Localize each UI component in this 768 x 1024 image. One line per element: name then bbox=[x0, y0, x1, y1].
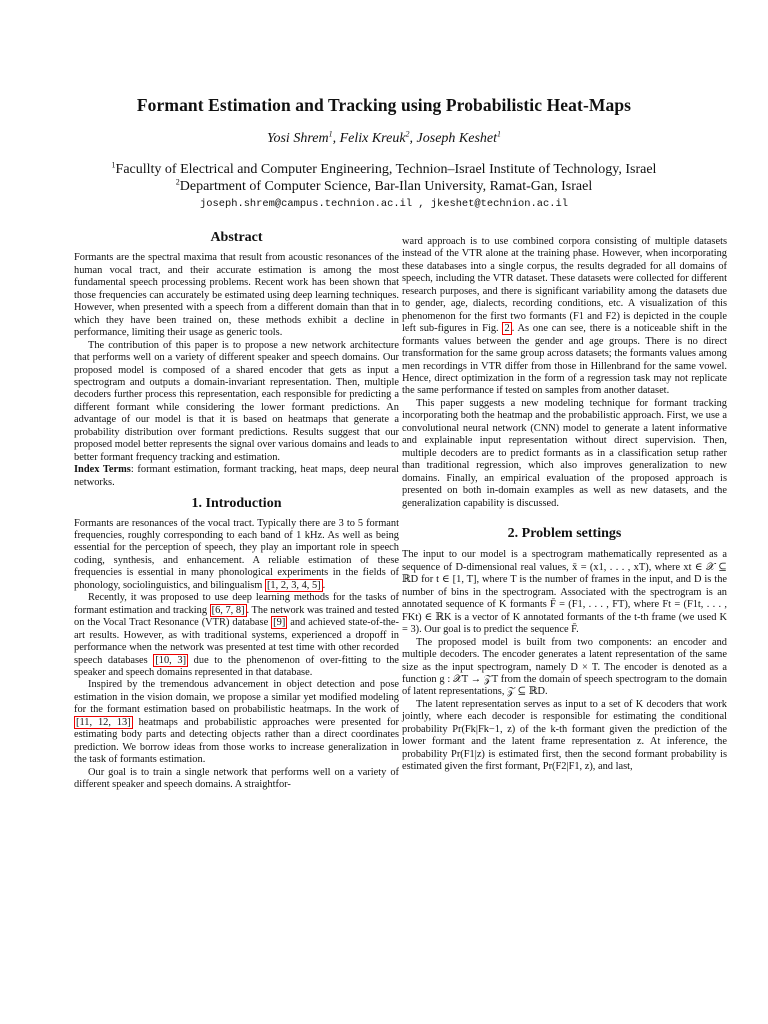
affiliation-mark: 1 bbox=[111, 160, 116, 170]
author-emails: joseph.shrem@campus.technion.ac.il , jkeshet@technion.ac.il bbox=[200, 198, 568, 210]
section-heading-problem-settings: 2. Problem settings bbox=[507, 525, 622, 541]
author-affiliation-mark: 1 bbox=[328, 129, 333, 139]
intro-paragraph: ward approach is to use combined corpora consisting of multiple datasets instead of the VTR alone at the training phase. However, when incorporating these databases into a single corpus, the results degraded for all domains of speech, including the VTR dataset. These datasets were collected for different research purposes, and there is significant variability among the datasets due to gender, age, dialects, recording conditions, etc. A visualization of this phenomenon for the first two formants (F1 and F2) is depicted in the couple left sub-figures in Fig. 2 . As one can see, there is a noticeable shift in the formants values between the gender and age groups. There is no direct transformation for the same group across datasets; the formants values among men recordings in VTR differ from those in Hillenbrand for the same vowel. Hence, direct optimization in the form of a regression task may not replicate the same performance if tested on samples from another dataset. bbox=[402, 236, 727, 397]
index-terms bbox=[74, 464, 399, 489]
affiliation-2 bbox=[0, 179, 768, 195]
intro-paragraph: Inspired by the tremendous advancement in object detection and pose estimation in the vision domain, we propose a similar yet modified modeling for the formant estimation based on probabilistic heatmaps. In the work of [11, 12, 13] heatmaps and probabilistic approaches were presented for estimating body parts and detecting objects rather than a direct coordinates prediction. We borrow ideas from those works to increase generalization in the task of formants estimation. bbox=[74, 679, 399, 766]
author-name: Felix Kreuk bbox=[339, 131, 406, 146]
affiliation-1 bbox=[0, 162, 768, 178]
problem-paragraph: The input to our model is a spectrogram mathematically represented as a sequence of D-dimensional real values, x̄ = (x1, . . . , xT), where xt ∈ 𝒳 ⊆ ℝD for t ∈ [1, T], where T is the number of frames in the input, and D is the number of bins in the spectrogram. Associated with the spectrogram is an annotated sequence of K formants F̄ = (F1, . . . , FT), where Ft = (F1t, . . . , FKt) ∈ ℝK is a vector of K annotated formants of the t-th frame (we used K = 3). Our goal is to predict the sequence F̄. bbox=[402, 549, 727, 636]
intro-paragraph: Recently, it was proposed to use deep learning methods for the tasks of formant estimation and tracking [6, 7, 8] . The network was trained and tested on the Vocal Tract Resonance (VTR) database [9] and achieved state-of-the-art results. However, as with traditional systems, experienced a dropoff in performance when the network was presented at test time with other recorded speech databases [10, 3] due to the phenomenon of over-fitting to the speaker and speech domains represented in that database. bbox=[74, 592, 400, 678]
paper-title: Formant Estimation and Tracking using Probabilistic Heat-Maps bbox=[136, 95, 632, 115]
problem-paragraph: The latent representation serves as input to a set of K decoders that work jointly, where each decoder is responsible for estimating the conditional probability Pr(Fk|Fk−1, z) of the k-th formant given the prediction of the lower formant and the latent frame representation z. At inference, the probability Pr(F1|z) is estimated first, then the second formant probability is estimated given the first formant, Pr(F2|F1, z), and last, bbox=[402, 698, 727, 773]
author-affiliation-mark: 1 bbox=[497, 129, 502, 139]
index-terms-label: Index Terms bbox=[74, 464, 131, 476]
right-column bbox=[402, 236, 727, 774]
left-column bbox=[74, 232, 399, 791]
affiliation-text: Facullty of Electrical and Computer Engineering, Technion–Israel Institute of Technology, Israel bbox=[115, 162, 657, 177]
section-heading-introduction: 1. Introduction bbox=[191, 496, 282, 512]
citation-link[interactable]: [6, 7, 8] bbox=[211, 604, 245, 616]
citation-link[interactable]: [1, 2, 3, 4, 5] bbox=[266, 579, 321, 591]
intro-paragraph: This paper suggests a new modeling technique for formant tracking incorporating both the heatmap and the probabilistic approach. First, we use a convolutional neural network (CNN) model to generate a latent informative and explainable input representation without direct supervision. Then, multiple decoders are to predict formants as in a classification setup rather than traditional regression, which also improves generalization to new domains. Finally, an empirical evaluation of the proposed approach is presented on both in-domain examples as well as new datasets, and the generalization capability is discussed. bbox=[402, 397, 727, 509]
author-name: Joseph Keshet bbox=[416, 131, 498, 146]
affiliation-text: Department of Computer Science, Bar-Ilan University, Ramat-Gan, Israel bbox=[179, 179, 593, 194]
problem-paragraph: The proposed model is built from two components: an encoder and multiple decoders. The encoder generates a latent representation of the same size as the input spectrogram, namely D × T. The encoder is denoted as a function g : 𝒳T → 𝒵T from the domain of speech spectrogram to the domain of latent representations, 𝒵 ⊆ ℝD. bbox=[402, 636, 727, 698]
abstract-heading: Abstract bbox=[210, 230, 263, 245]
author-name: Yosi Shrem bbox=[266, 131, 329, 146]
author-list: Yosi Shrem$^1$, Felix Kreuk$^2$, Joseph Keshet$^1$ bbox=[266, 129, 502, 146]
abstract-paragraph: The contribution of this paper is to propose a new network architecture that performs well on a variety of different speaker and speech domains. Our proposed model is composed of a shared encoder that gets as input a spectrogram and outputs a domain-invariant representation. Then, multiple decoders further process this representation, each responsible for predicting a different formant while considering the lower formant predictions. An advantage of our model is that it is based on heatmaps that generate a probability distribution over formant predictions. Results suggest that our proposed model better represents the signal over various domains and leads to better formant frequency tracking and estimation. bbox=[74, 339, 399, 463]
citation-link[interactable]: [9] bbox=[273, 617, 286, 629]
figure-link[interactable]: 2 bbox=[504, 323, 510, 335]
citation-link[interactable]: [10, 3] bbox=[155, 654, 187, 666]
index-terms-text: : formant estimation, formant tracking, heat maps, deep neural networks. bbox=[74, 464, 400, 488]
citation-link[interactable]: [11, 12, 13] bbox=[76, 716, 131, 728]
author-affiliation-mark: 2 bbox=[405, 129, 410, 139]
abstract-paragraph: Formants are the spectral maxima that result from acoustic resonances of the human vocal tract, and their accurate estimation is among the most fundamental speech processing problems. Recent work has been shown that those frequencies can accurately be estimated using deep learning techniques. However, when presented with a speech from a different domain than that in which they have been trained on, these methods exhibit a decline in performance, limiting their usage as generic tools. bbox=[74, 252, 399, 339]
intro-paragraph: Formants are resonances of the vocal tract. Typically there are 3 to 5 formant frequencies, roughly corresponding to each band of 1 kHz. As well as being essential for the perception of speech, they play an important role in speech coding, synthesis, and enhancement. A reliable estimation of these frequencies is essential in many phonological experiments in the fields of phonology, sociolinguistics, and bilingualism [1, 2, 3, 4, 5] . bbox=[74, 517, 399, 591]
affiliation-mark: 2 bbox=[175, 177, 180, 187]
intro-paragraph: Our goal is to train a single network that performs well on a variety of different speaker and speech domains. A straightfor- bbox=[74, 766, 399, 791]
